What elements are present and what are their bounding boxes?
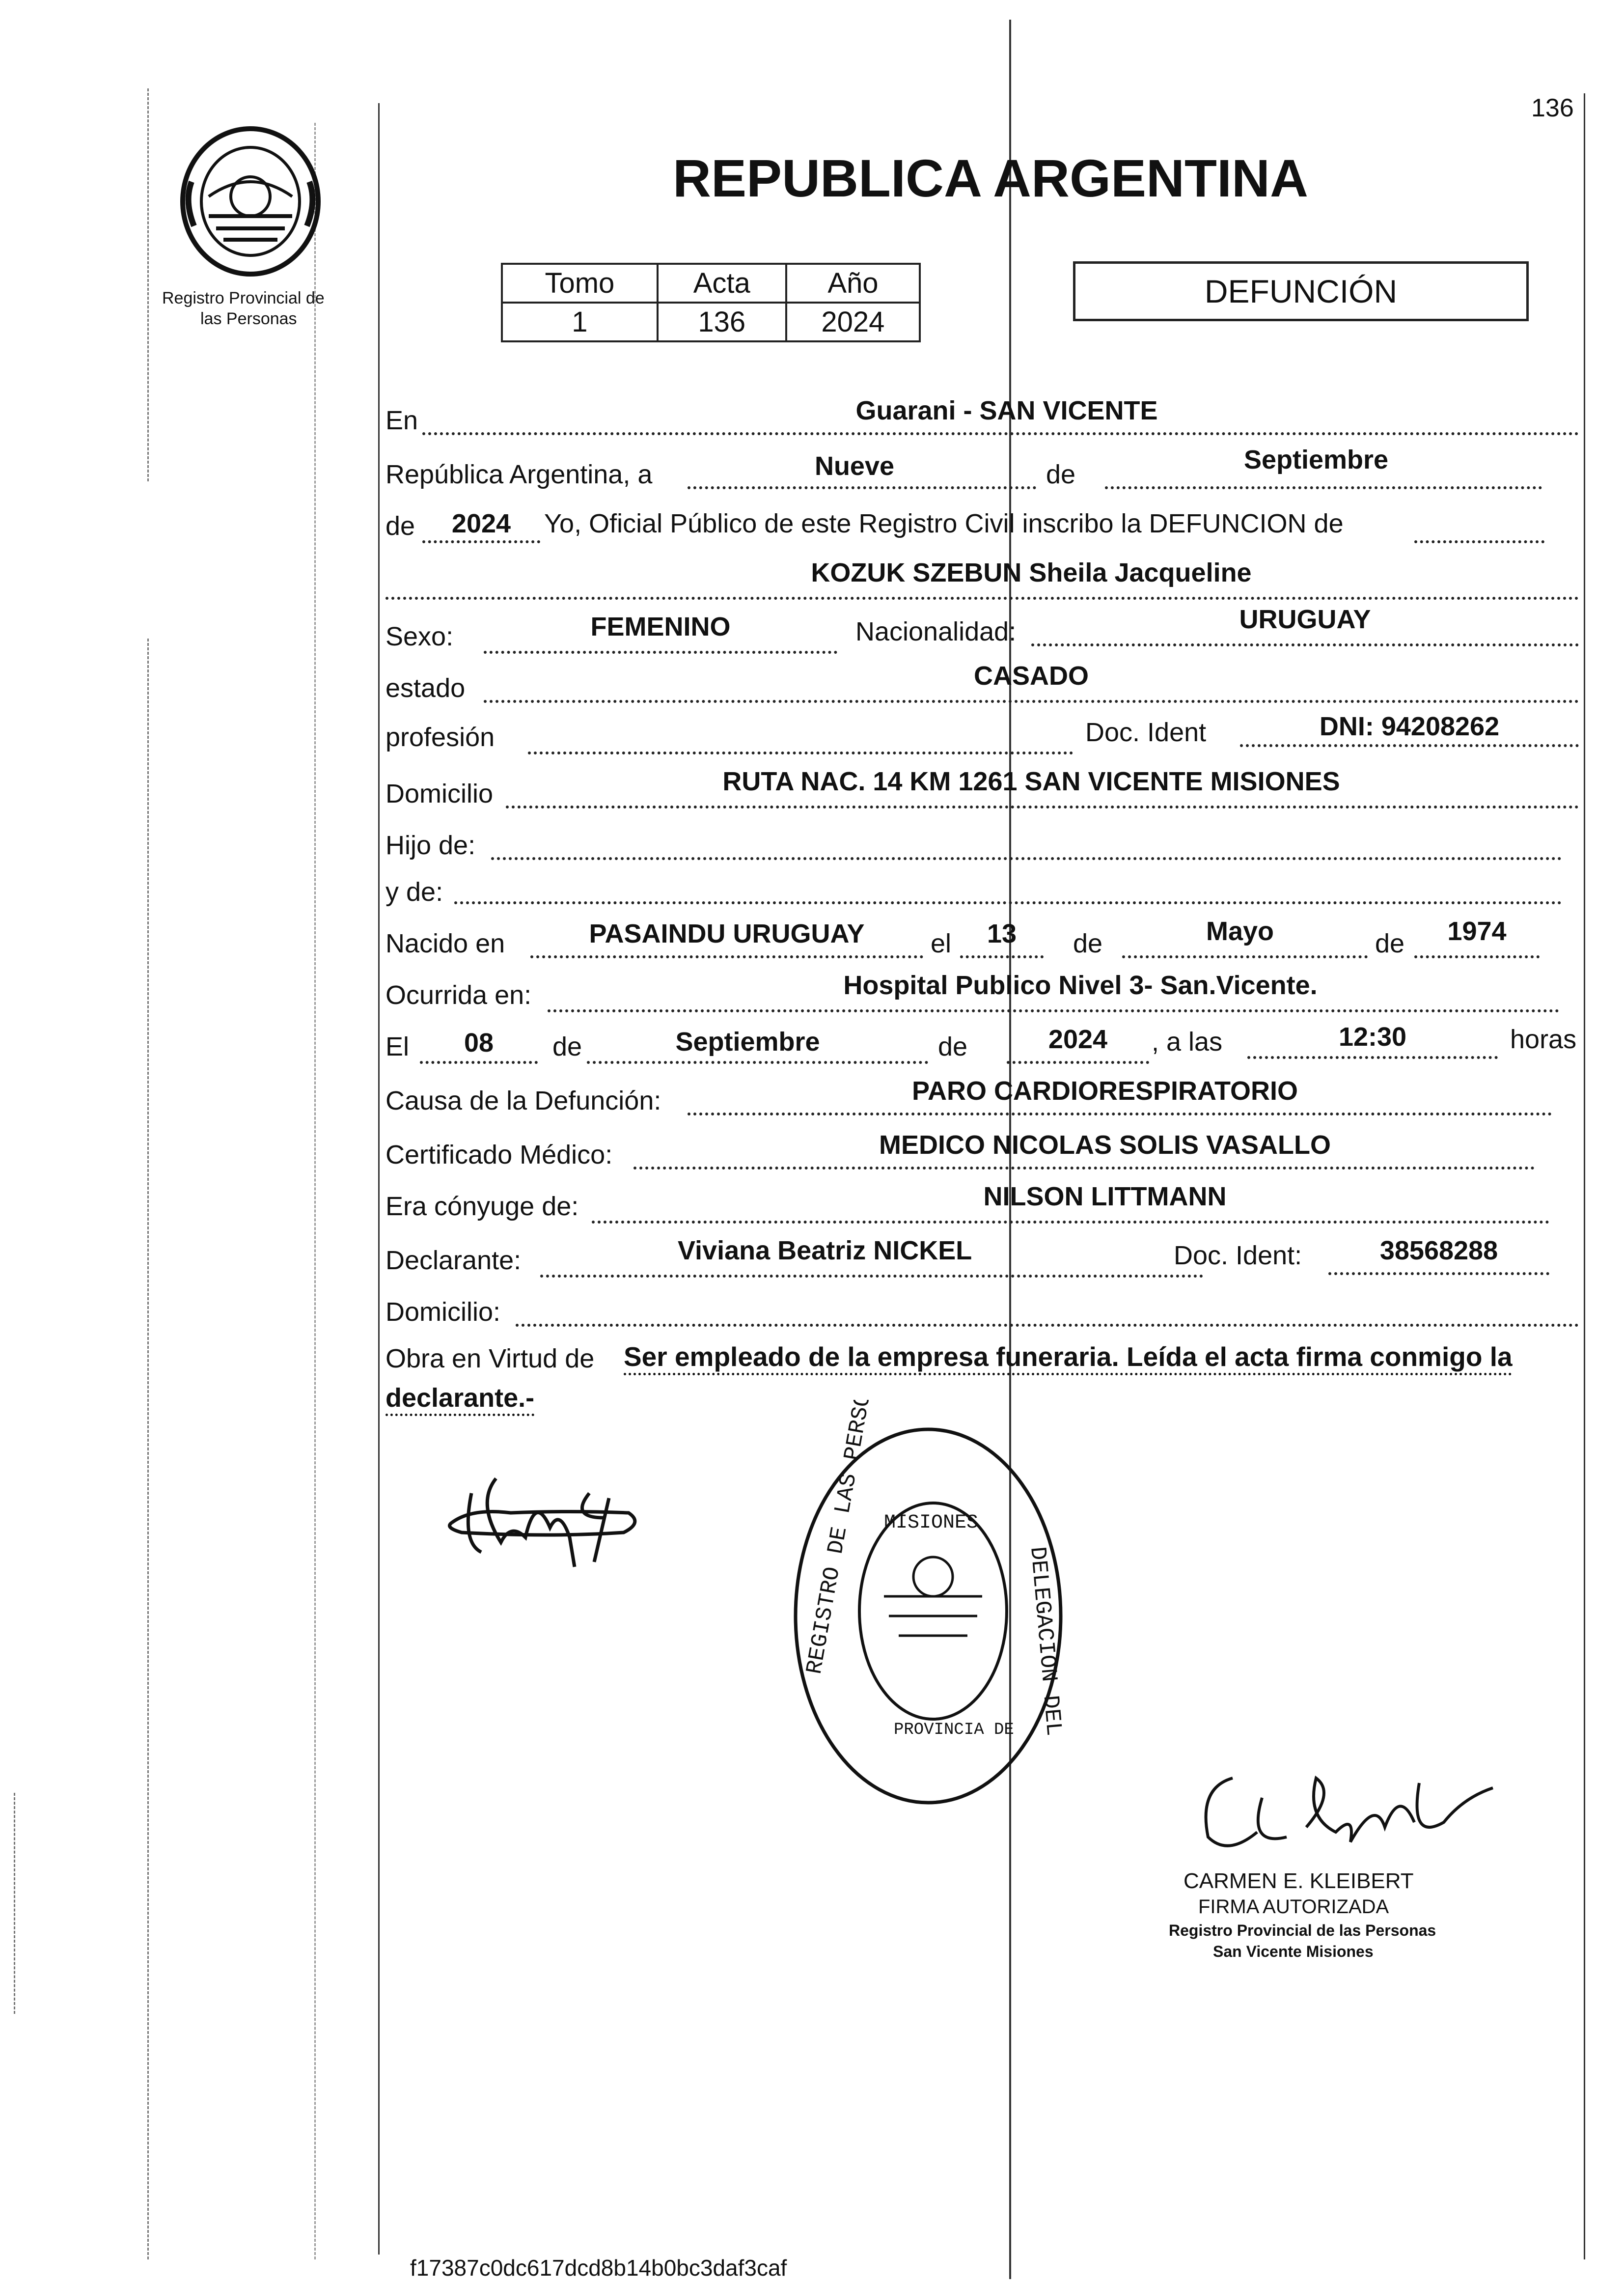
stamp-registry: Registro Provincial de las Personas	[1169, 1922, 1436, 1939]
field-label: de	[1375, 929, 1405, 958]
blank-line	[1007, 1061, 1149, 1064]
blank-line	[1414, 955, 1540, 958]
field-label: de	[1073, 929, 1103, 958]
day-value: Nueve	[814, 451, 895, 481]
blank-line	[385, 597, 1579, 600]
table-cell-ano: 2024	[786, 303, 920, 341]
field-label: el	[931, 929, 952, 958]
year-value: 2024	[451, 509, 511, 538]
blank-line	[422, 432, 1579, 435]
field-label: República Argentina, a	[385, 460, 653, 489]
declarant-doc-value: 38568288	[1379, 1236, 1498, 1265]
birth-month-value: Mayo	[1206, 917, 1274, 946]
table-header-ano: Año	[786, 264, 920, 303]
stamp-location: San Vicente Misiones	[1213, 1943, 1374, 1960]
field-label: El	[385, 1032, 410, 1061]
deceased-name: KOZUK SZEBUN Sheila Jacqueline	[811, 558, 1252, 587]
blank-line	[960, 955, 1044, 958]
margin-line	[147, 639, 149, 2259]
field-label: y de:	[385, 877, 443, 907]
birth-year-value: 1974	[1447, 917, 1507, 946]
blank-line	[1031, 643, 1579, 646]
field-label: Domicilio	[385, 779, 494, 808]
margin-line	[14, 1793, 15, 2014]
field-label: En	[385, 406, 418, 435]
stamp-name: CARMEN E. KLEIBERT	[1184, 1869, 1414, 1893]
field-label: Sexo:	[385, 622, 454, 651]
field-label: de	[1046, 460, 1076, 489]
death-time-value: 12:30	[1338, 1022, 1407, 1052]
blank-line	[1240, 744, 1579, 747]
declarant-value: Viviana Beatriz NICKEL	[678, 1236, 972, 1265]
field-label: de	[938, 1032, 968, 1061]
blank-line	[540, 1275, 1203, 1278]
record-type-box: DEFUNCIÓN	[1073, 261, 1529, 321]
death-day-value: 08	[464, 1028, 494, 1058]
field-label: Causa de la Defunción:	[385, 1086, 661, 1115]
table-header-acta: Acta	[658, 264, 786, 303]
blank-line	[592, 1221, 1549, 1224]
field-label: Ocurrida en:	[385, 980, 532, 1010]
official-signature-icon	[1188, 1768, 1503, 1876]
svg-text:DELEGACION DEL: DELEGACION DEL	[1024, 1545, 1067, 1737]
stamp-authority: FIRMA AUTORIZADA	[1198, 1896, 1389, 1918]
address-value: RUTA NAC. 14 KM 1261 SAN VICENTE MISIONES	[722, 767, 1340, 796]
cause-value: PARO CARDIORESPIRATORIO	[911, 1076, 1298, 1106]
blank-line	[633, 1167, 1535, 1170]
table-header-tomo: Tomo	[502, 264, 658, 303]
blank-line	[484, 651, 837, 654]
blank-line	[491, 857, 1562, 860]
field-label: Doc. Ident:	[1174, 1241, 1302, 1270]
field-label: , a las	[1152, 1027, 1223, 1057]
field-label: de	[552, 1032, 582, 1061]
field-label: horas	[1510, 1025, 1577, 1054]
reason-value-line1: Ser empleado de la empresa funeraria. Leída el acta firma conmigo la	[624, 1341, 1513, 1372]
blank-line	[688, 486, 1036, 489]
page-number: 136	[1531, 94, 1574, 122]
field-label: Declarante:	[385, 1246, 522, 1275]
document-value: DNI: 94208262	[1319, 712, 1500, 741]
blank-line	[528, 752, 1073, 754]
margin-line	[314, 123, 316, 2259]
blank-line	[1122, 955, 1368, 958]
reason-value-line2: declarante.-	[385, 1383, 535, 1413]
registry-label: Registro Provincial de	[162, 289, 325, 307]
month-value: Septiembre	[1243, 445, 1389, 474]
death-year-value: 2024	[1048, 1025, 1108, 1054]
certificate-value: MEDICO NICOLAS SOLIS VASALLO	[879, 1130, 1331, 1160]
field-label: Era cónyuge de:	[385, 1192, 579, 1221]
field-label: Nacido en	[385, 929, 505, 958]
blank-line	[1247, 1056, 1498, 1059]
statement-text: Yo, Oficial Público de este Registro Civil inscribo la DEFUNCION de	[544, 509, 1344, 538]
birth-day-value: 13	[987, 919, 1017, 948]
sex-value: FEMENINO	[590, 612, 731, 641]
civil-status-value: CASADO	[973, 661, 1089, 691]
blank-line	[484, 700, 1579, 703]
svg-text:MISIONES: MISIONES	[884, 1512, 979, 1534]
field-label: de	[385, 511, 415, 541]
blank-line	[688, 1113, 1552, 1115]
svg-text:REGISTRO DE LAS PERSONAS: REGISTRO DE LAS PERSONAS	[801, 1400, 883, 1676]
blank-line	[516, 1324, 1579, 1327]
blank-line	[454, 901, 1562, 904]
field-label: Hijo de:	[385, 831, 476, 860]
registry-seal-icon	[776, 1400, 1080, 1827]
province-crest-icon	[174, 123, 327, 280]
death-month-value: Septiembre	[675, 1027, 820, 1057]
birthplace-value: PASAINDU URUGUAY	[589, 919, 865, 948]
blank-line	[1328, 1272, 1549, 1275]
margin-line	[147, 88, 149, 481]
blank-line	[420, 1061, 538, 1064]
table-cell-tomo: 1	[502, 303, 658, 341]
field-label: Nacionalidad:	[855, 617, 1017, 646]
form-right-border	[1584, 93, 1585, 2259]
blank-line	[506, 806, 1579, 808]
field-label: profesión	[385, 723, 495, 752]
blank-line	[548, 1009, 1559, 1012]
field-label: Certificado Médico:	[385, 1140, 613, 1170]
death-place-value: Hospital Publico Nivel 3- San.Vicente.	[843, 971, 1318, 1000]
blank-line	[1414, 540, 1544, 543]
blank-line	[587, 1061, 928, 1064]
form-left-border	[378, 103, 380, 2255]
field-label: Doc. Ident	[1085, 718, 1207, 747]
declarant-signature-icon	[442, 1464, 648, 1582]
spouse-value: NILSON LITTMANN	[983, 1182, 1227, 1211]
field-label: Domicilio:	[385, 1297, 501, 1327]
registry-label: las Personas	[200, 309, 297, 328]
field-label: Obra en Virtud de	[385, 1344, 595, 1373]
table-cell-acta: 136	[658, 303, 786, 341]
blank-line	[422, 540, 540, 543]
blank-line	[530, 955, 923, 958]
svg-text:PROVINCIA DE: PROVINCIA DE	[894, 1721, 1014, 1739]
field-label: estado	[385, 673, 466, 703]
register-table	[501, 263, 921, 342]
place-value: Guarani - SAN VICENTE	[855, 396, 1158, 425]
document-hash: f17387c0dc617dcd8b14b0bc3daf3caf	[410, 2255, 787, 2281]
blank-line	[1105, 486, 1542, 489]
nationality-value: URUGUAY	[1239, 605, 1371, 634]
page-title: REPUBLICA ARGENTINA	[673, 148, 1308, 208]
